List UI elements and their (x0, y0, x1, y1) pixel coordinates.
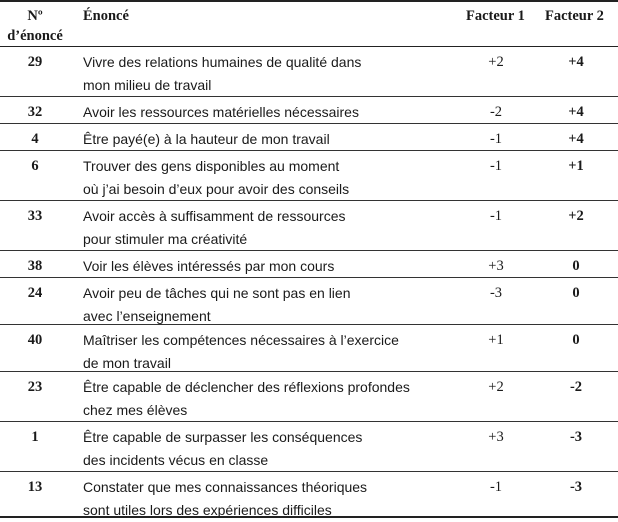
table-row (0, 372, 618, 422)
statement-number: 32 (27, 104, 43, 120)
statement-number: 24 (27, 285, 43, 301)
statement-text (83, 155, 453, 201)
factor-1-score: +2 (488, 54, 504, 70)
table-header (0, 0, 618, 47)
statement-line-1: Être payé(e) à la hauteur de mon travail (83, 131, 330, 147)
factor-1-score: -2 (489, 104, 503, 120)
table-row (0, 278, 618, 325)
statement-number: 38 (27, 258, 43, 274)
statement-line-2: où j’ai besoin d’eux pour avoir des conseils (83, 181, 350, 197)
statement-text (83, 51, 453, 97)
statement-line-2: chez mes élèves (83, 402, 188, 418)
factor-2-score: -3 (569, 429, 583, 445)
factor-2-score: +4 (568, 131, 584, 147)
statement-text (83, 426, 453, 472)
factor-2-score: +1 (568, 158, 584, 174)
statement-text (83, 376, 453, 422)
table-row (0, 251, 618, 278)
statement-number: 29 (27, 54, 43, 70)
factor-2-score: +4 (568, 104, 584, 120)
statement-line-1: Trouver des gens disponibles au moment (83, 158, 340, 174)
statement-number: 1 (31, 429, 39, 445)
statement-number: 13 (27, 479, 43, 495)
header-factor-1: Facteur 1 (466, 8, 525, 24)
factor-2-score: +2 (568, 208, 584, 224)
factor-1-score: +1 (488, 332, 504, 348)
statement-line-2: mon milieu de travail (83, 77, 212, 93)
statement-line-1: Être capable de déclencher des réflexions profondes (83, 379, 410, 395)
statement-text (83, 255, 453, 278)
table-row (0, 201, 618, 251)
header-factor-2: Facteur 2 (545, 8, 604, 24)
statement-number: 40 (27, 332, 43, 348)
factor-1-score: +3 (488, 258, 504, 274)
header-num-line1: Nº (27, 8, 43, 24)
statement-text (83, 101, 453, 124)
table-row (0, 151, 618, 201)
statement-text (83, 205, 453, 251)
statement-number: 23 (27, 379, 43, 395)
factor-1-score: -1 (489, 208, 503, 224)
statement-line-1: Avoir les ressources matérielles nécessaires (83, 104, 359, 120)
table-row (0, 47, 618, 97)
table-row (0, 97, 618, 124)
statement-line-2: de mon travail (83, 355, 171, 371)
statement-number: 4 (31, 131, 39, 147)
statement-line-2: avec l’enseignement (83, 308, 211, 324)
statement-line-1: Avoir accès à suffisamment de ressources (83, 208, 346, 224)
header-statement-number (0, 6, 70, 46)
factor-2-score: -2 (569, 379, 583, 395)
statement-number: 6 (31, 158, 39, 174)
factor-1-score: -1 (489, 131, 503, 147)
factor-1-score: +2 (488, 379, 504, 395)
factor-2-score: 0 (572, 258, 580, 274)
statement-text (83, 476, 453, 522)
table-row (0, 124, 618, 151)
header-num-line2: d’énoncé (7, 28, 63, 44)
factor-1-score: -1 (489, 158, 503, 174)
statement-line-1: Avoir peu de tâches qui ne sont pas en lien (83, 285, 351, 301)
statement-line-1: Constater que mes connaissances théoriques (83, 479, 368, 495)
statement-line-1: Maîtriser les compétences nécessaires à l’exercice (83, 332, 399, 348)
statement-text (83, 282, 453, 328)
statement-line-2: pour stimuler ma créativité (83, 231, 248, 247)
table-row (0, 325, 618, 372)
factor-1-score: -3 (489, 285, 503, 301)
statement-line-1: Être capable de surpasser les conséquences (83, 429, 363, 445)
header-statement: Énoncé (83, 8, 129, 24)
factor-1-score: -1 (489, 479, 503, 495)
factor-2-score: +4 (568, 54, 584, 70)
statement-number: 33 (27, 208, 43, 224)
table-row (0, 422, 618, 472)
table-row (0, 472, 618, 518)
statement-line-1: Voir les élèves intéressés par mon cours (83, 258, 335, 274)
factor-2-score: 0 (572, 285, 580, 301)
statement-line-2: sont utiles lors des expériences difficiles (83, 502, 332, 518)
statement-text (83, 128, 453, 151)
statement-line-1: Vivre des relations humaines de qualité dans (83, 54, 362, 70)
statement-line-2: des incidents vécus en classe (83, 452, 269, 468)
factor-2-score: 0 (572, 332, 580, 348)
statement-text (83, 329, 453, 375)
factor-1-score: +3 (488, 429, 504, 445)
factor-2-score: -3 (569, 479, 583, 495)
